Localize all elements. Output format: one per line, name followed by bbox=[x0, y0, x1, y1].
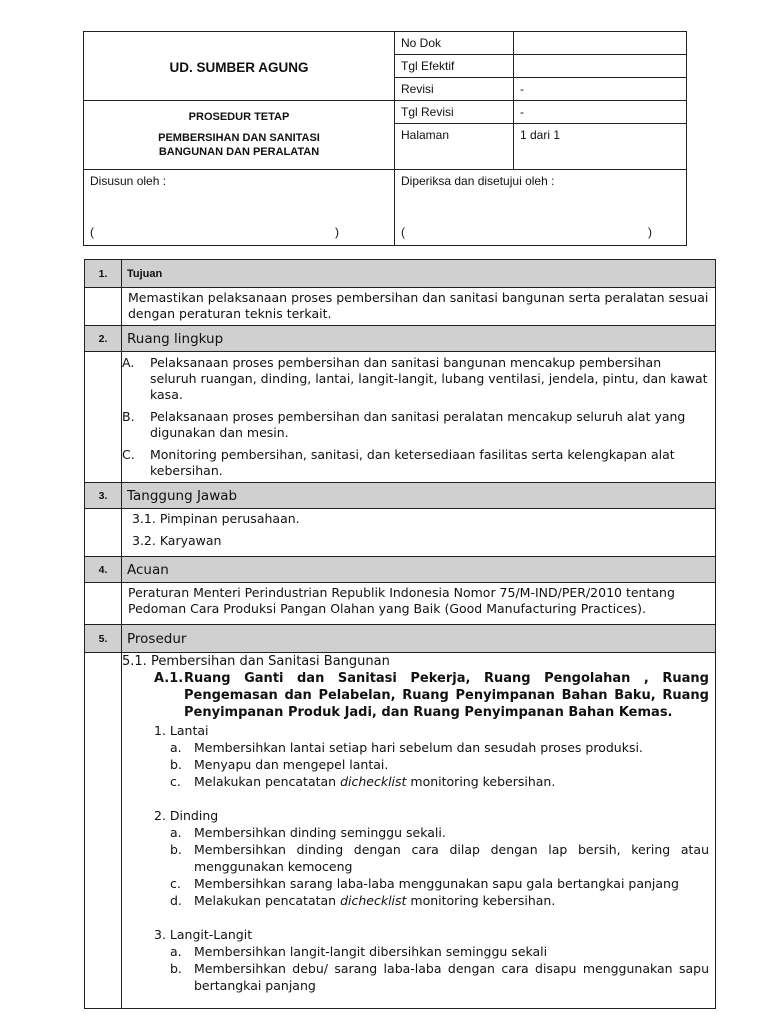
section-number: 4. bbox=[85, 557, 122, 583]
area-marker: A.1. bbox=[154, 671, 184, 686]
procedure-body bbox=[122, 653, 716, 1009]
step-text: monitoring kebersihan. bbox=[406, 893, 556, 908]
step-text: Melakukan pencatatan bbox=[194, 893, 341, 908]
item-text: Monitoring pembersihan, sanitasi, dan ketersediaan fasilitas serta kelengkapan alat kebersihan. bbox=[150, 447, 675, 478]
responsibility-list bbox=[122, 509, 716, 557]
item-marker: A. bbox=[122, 355, 135, 370]
step-text: monitoring kebersihan. bbox=[406, 774, 556, 789]
step-marker: a. bbox=[170, 825, 182, 840]
section-title: Tujuan bbox=[122, 260, 716, 288]
item-marker: B. bbox=[122, 409, 135, 424]
step-list bbox=[170, 824, 709, 909]
section-title: Acuan bbox=[122, 557, 716, 583]
step-marker: b. bbox=[170, 757, 182, 772]
section-title: Prosedur bbox=[122, 625, 716, 653]
step-text: Menyapu dan mengepel lantai. bbox=[194, 757, 389, 772]
field-label: Halaman bbox=[395, 124, 514, 170]
section-title: Tanggung Jawab bbox=[122, 483, 716, 509]
area-text: Ruang Ganti dan Sanitasi Pekerja, Ruang Pengolahan , Ruang Pengemasan dan Pelabelan, Ruang Penyimpanan Bahan Baku, Ruang Penyimpanan Produk Jadi, dan Ruang Penyimpanan Bahan Kemas. bbox=[184, 671, 709, 720]
step-marker: c. bbox=[170, 774, 181, 789]
step-marker: c. bbox=[170, 876, 181, 891]
step-item bbox=[170, 960, 709, 994]
step-item bbox=[170, 943, 709, 960]
step-text-italic: dichecklist bbox=[340, 774, 407, 789]
step-item bbox=[170, 773, 709, 790]
step-text: Melakukan pencatatan bbox=[194, 774, 341, 789]
subsection-title: 5.1. Pembersihan dan Sanitasi Bangunan bbox=[122, 654, 390, 669]
subitem-title: 2. Dinding bbox=[154, 808, 219, 823]
item-text: Pelaksanaan proses pembersihan dan sanitasi bangunan mencakup pembersihan seluruh ruangan, dinding, lantai, langit-langit, lubang ventilasi, jendela, pintu, dan kawat kasa. bbox=[150, 355, 708, 402]
section-title: Ruang lingkup bbox=[122, 326, 716, 352]
prepared-by-cell bbox=[84, 170, 395, 246]
prepared-by-label: Disusun oleh : bbox=[90, 174, 167, 188]
area-heading bbox=[120, 670, 709, 721]
step-marker: a. bbox=[170, 944, 182, 959]
number-spacer bbox=[85, 653, 122, 1009]
number-spacer bbox=[85, 352, 122, 483]
scope-list bbox=[122, 352, 716, 483]
step-marker: a. bbox=[170, 740, 182, 755]
subitem-title: 1. Lantai bbox=[154, 723, 209, 738]
field-value: - bbox=[514, 78, 687, 101]
subitem-title: 3. Langit-Langit bbox=[154, 927, 253, 942]
step-text: Membersihkan dinding dengan cara dilap dengan lap bersih, kering atau menggunakan kemoceng bbox=[194, 842, 709, 874]
step-list bbox=[170, 943, 709, 994]
field-label: Tgl Revisi bbox=[395, 101, 514, 124]
item-text: Pelaksanaan proses pembersihan dan sanitasi peralatan mencakup seluruh alat yang digunakan dan mesin. bbox=[150, 409, 686, 440]
title-cell bbox=[84, 101, 395, 170]
step-item bbox=[170, 739, 709, 756]
step-item bbox=[170, 824, 709, 841]
doc-title-line1: PEMBERSIHAN DAN SANITASI bbox=[158, 132, 320, 144]
field-label: Revisi bbox=[395, 78, 514, 101]
step-text: Membersihkan langit-langit dibersihkan seminggu sekali bbox=[194, 944, 548, 959]
list-item bbox=[122, 447, 709, 479]
step-list bbox=[170, 739, 709, 790]
step-item bbox=[170, 892, 709, 909]
document-header bbox=[83, 31, 687, 246]
approved-by-label: Diperiksa dan disetujui oleh : bbox=[401, 174, 555, 188]
section-text: Memastikan pelaksanaan proses pembersihan dan sanitasi bangunan serta peralatan sesuai dengan peraturan teknis terkait. bbox=[122, 288, 716, 326]
signature-open: ( bbox=[90, 225, 94, 239]
procedure-table bbox=[84, 259, 716, 1009]
list-item: 3.1. Pimpinan perusahaan. bbox=[132, 511, 300, 526]
number-spacer bbox=[85, 509, 122, 557]
field-value bbox=[514, 55, 687, 78]
field-label: No Dok bbox=[395, 32, 514, 55]
list-item bbox=[122, 355, 709, 403]
section-number: 2. bbox=[85, 326, 122, 352]
step-marker: b. bbox=[170, 961, 182, 976]
step-text: Membersihkan dinding seminggu sekali. bbox=[194, 825, 446, 840]
signature-close: ) bbox=[648, 225, 652, 239]
number-spacer bbox=[85, 583, 122, 625]
step-text-italic: dichecklist bbox=[340, 893, 407, 908]
doc-title-line2: BANGUNAN DAN PERALATAN bbox=[158, 146, 320, 158]
field-value: 1 dari 1 bbox=[514, 124, 687, 170]
step-text: Membersihkan lantai setiap hari sebelum dan sesudah proses produksi. bbox=[194, 740, 643, 755]
field-label: Tgl Efektif bbox=[395, 55, 514, 78]
number-spacer bbox=[85, 288, 122, 326]
step-item bbox=[170, 841, 709, 875]
field-value bbox=[514, 32, 687, 55]
list-item: 3.2. Karyawan bbox=[132, 533, 222, 548]
doc-type: PROSEDUR TETAP bbox=[188, 111, 290, 123]
step-text: Membersihkan sarang laba-laba menggunakan sapu gala bertangkai panjang bbox=[194, 876, 679, 891]
list-item bbox=[122, 409, 709, 441]
step-item bbox=[170, 875, 709, 892]
signature-close: ) bbox=[335, 225, 339, 239]
step-marker: b. bbox=[170, 842, 182, 857]
company-name: UD. SUMBER AGUNG bbox=[169, 59, 309, 75]
field-value: - bbox=[514, 101, 687, 124]
step-marker: d. bbox=[170, 893, 182, 908]
item-marker: C. bbox=[122, 447, 135, 462]
section-number: 3. bbox=[85, 483, 122, 509]
approved-by-cell bbox=[395, 170, 687, 246]
section-number: 5. bbox=[85, 625, 122, 653]
step-item bbox=[170, 756, 709, 773]
company-cell bbox=[84, 32, 395, 101]
step-text: Membersihkan debu/ sarang laba-laba dengan cara disapu menggunakan sapu bertangkai panjang bbox=[194, 961, 709, 993]
signature-open: ( bbox=[401, 225, 405, 239]
section-number: 1. bbox=[85, 260, 122, 288]
section-text: Peraturan Menteri Perindustrian Republik Indonesia Nomor 75/M-IND/PER/2010 tentang Pedoman Cara Produksi Pangan Olahan yang Baik (Good Manufacturing Practices). bbox=[122, 583, 716, 625]
